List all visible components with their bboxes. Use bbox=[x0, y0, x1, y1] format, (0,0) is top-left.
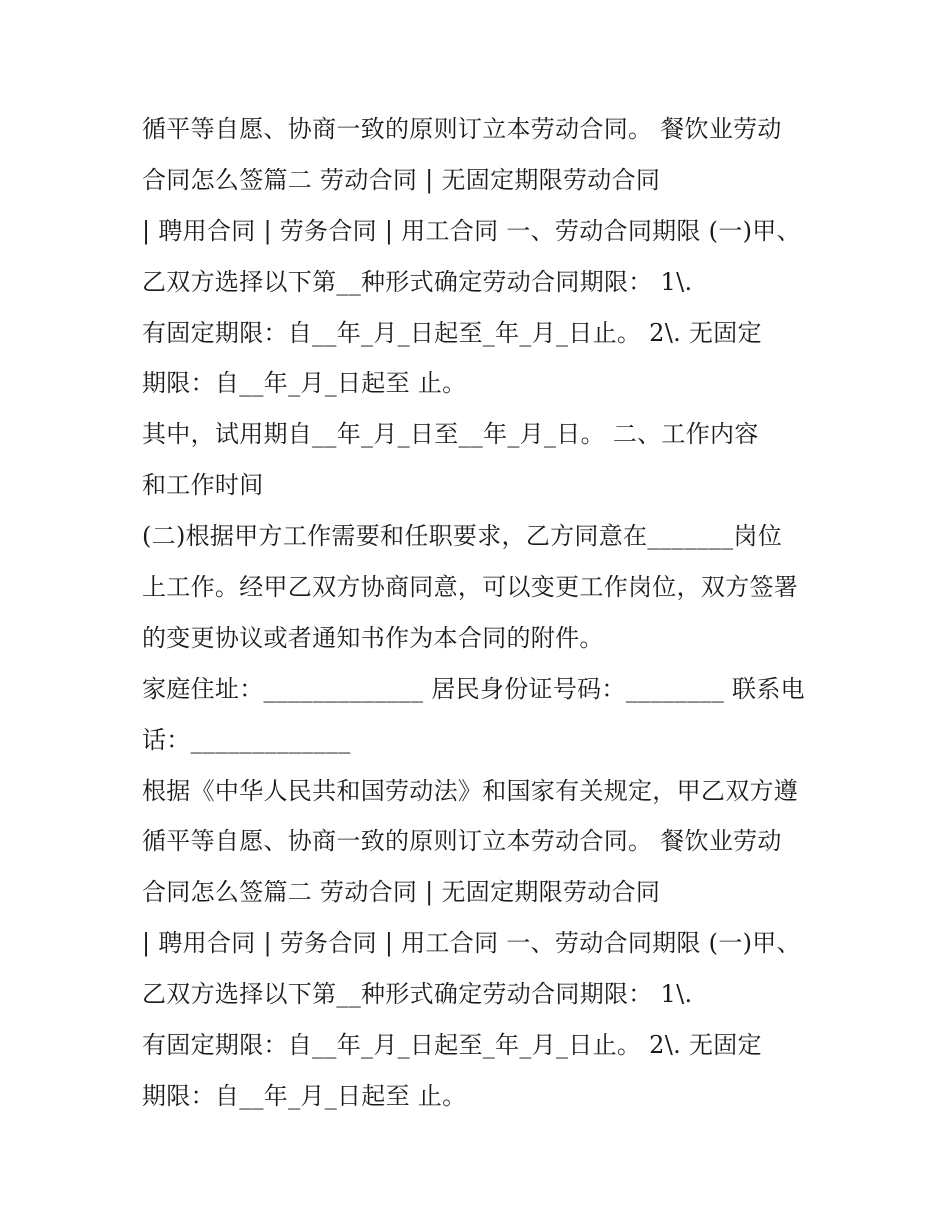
text-line: 的变更协议或者通知书作为本合同的附件。 bbox=[142, 623, 604, 652]
text-line: 合同怎么签篇二 劳动合同 | 无固定期限劳动合同 bbox=[142, 165, 661, 194]
text-line: 乙双方选择以下第__种形式确定劳动合同期限： 1\. bbox=[142, 980, 693, 1009]
text-line: 和工作时间 bbox=[142, 471, 264, 500]
text-line: 期限：自__年_月_日起至 止。 bbox=[142, 369, 467, 398]
text-line: 其中，试用期自__年_月_日至__年_月_日。 二、工作内容 bbox=[142, 420, 759, 449]
text-line: | 聘用合同 | 劳务合同 | 用工合同 一、劳动合同期限 (一)甲、 bbox=[142, 929, 801, 958]
text-line: 话：_____________ bbox=[142, 725, 351, 754]
text-line: | 聘用合同 | 劳务合同 | 用工合同 一、劳动合同期限 (一)甲、 bbox=[142, 216, 801, 245]
text-line: 上工作。经甲乙双方协商同意，可以变更工作岗位，双方签署 bbox=[142, 573, 799, 602]
text-line: 循平等自愿、协商一致的原则订立本劳动合同。 餐饮业劳动 bbox=[142, 827, 782, 856]
text-line: 循平等自愿、协商一致的原则订立本劳动合同。 餐饮业劳动 bbox=[142, 115, 782, 143]
text-line: 期限：自__年_月_日起至 止。 bbox=[142, 1081, 467, 1110]
text-line: 家庭住址：_____________ 居民身份证号码：________ 联系电 bbox=[142, 674, 805, 703]
text-line: 有固定期限：自__年_月_日起至_年_月_日止。 2\. 无固定 bbox=[142, 318, 762, 347]
text-line: 乙双方选择以下第__种形式确定劳动合同期限： 1\. bbox=[142, 267, 693, 296]
text-line: 合同怎么签篇二 劳动合同 | 无固定期限劳动合同 bbox=[142, 878, 661, 907]
text-line: 有固定期限：自__年_月_日起至_年_月_日止。 2\. 无固定 bbox=[142, 1031, 762, 1060]
text-line: 根据《中华人民共和国劳动法》和国家有关规定，甲乙双方遵 bbox=[142, 776, 799, 805]
text-line: (二)根据甲方工作需要和任职要求，乙方同意在_______岗位 bbox=[142, 522, 783, 551]
document-body bbox=[142, 104, 842, 1122]
